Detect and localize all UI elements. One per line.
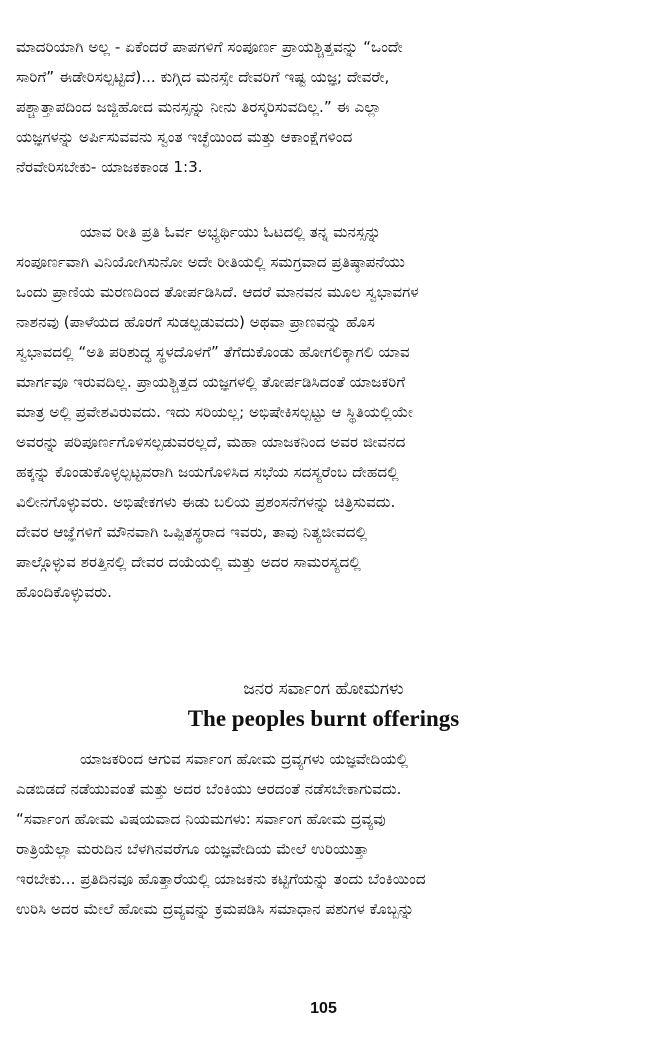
text-line: ಯಾಜಕರಿಂದ ಆಗುವ ಸರ್ವಾಂಗ ಹೋಮ ದ್ರವ್ಯಗಳು ಯಜ್ಞವೇದಿಯಲ್ಲಿ bbox=[80, 750, 409, 768]
text-line: ಪಶ್ಚಾತ್ತಾಪದಿಂದ ಜಜ್ಜಿಹೋದ ಮನಸ್ಸನ್ನು ನೀನು ತಿರಸ್ಕರಿಸುವದಿಲ್ಲ.” ಈ ಎಲ್ಲಾ bbox=[16, 98, 382, 116]
text-line: ಎಡಬಿಡದೆ ನಡೆಯುವಂತೆ ಮತ್ತು ಅದರ ಬೆಂಕಿಯು ಆರದಂತೆ ನಡೆಸಬೇಕಾಗುವದು. bbox=[16, 780, 402, 798]
section-heading-kannada: ಜನರ ಸರ್ವಾಂಗ ಹೋಮಗಳು bbox=[243, 679, 404, 699]
text-line: ಸ್ವಭಾವದಲ್ಲಿ “ಅತಿ ಪರಿಶುದ್ಧ ಸ್ಥಳದೊಳಗೆ” ತೆಗೆದುಕೊಂಡು ಹೋಗಲಿಕ್ಕಾಗಲಿ ಯಾವ bbox=[16, 343, 410, 361]
section-heading-english: The peoples burnt offerings bbox=[187, 706, 460, 731]
text-line: ಸಾರಿಗೆ” ಈಡೇರಿಸಲ್ಪಟ್ಟಿದೆ)... ಕುಗ್ಗಿದ ಮನಸ್ಸೇ ದೇವರಿಗೆ ಇಷ್ಟ ಯಜ್ಞ; ದೇವರೇ, bbox=[16, 68, 390, 86]
paragraph-3 bbox=[16, 744, 636, 924]
text-line: ಸಂಪೂರ್ಣವಾಗಿ ವಿನಿಯೋಗಿಸುನೋ ಅದೇ ರೀತಿಯಲ್ಲಿ ಸಮಗ್ರವಾದ ಪ್ರತಿಷ್ಠಾಪನೆಯು bbox=[16, 253, 405, 271]
text-line: ಮಾರ್ಗವೂ ಇರುವದಿಲ್ಲ. ಪ್ರಾಯಶ್ಚಿತ್ತದ ಯಜ್ಞಗಳಲ್ಲಿ ತೋರ್ಪಡಿಸಿದಂತೆ ಯಾಜಕರಿಗೆ bbox=[16, 373, 406, 391]
page-number: 105 bbox=[310, 1000, 337, 1017]
paragraph-2 bbox=[16, 217, 636, 607]
text-line: ಮಾತ್ರ ಅಲ್ಲಿ ಪ್ರವೇಶವಿರುವದು. ಇದು ಸರಿಯಲ್ಲ; ಅಭಿಷೇಕಿಸಲ್ಪಟ್ಟು ಆ ಸ್ಥಿತಿಯಲ್ಲಿಯೇ bbox=[16, 403, 413, 421]
text-line: ಉರಿಸಿ ಅದರ ಮೇಲೆ ಹೋಮ ದ್ರವ್ಯವನ್ನು ಕ್ರಮಪಡಿಸಿ ಸಮಾಧಾನ ಪಶುಗಳ ಕೊಬ್ಬನ್ನು bbox=[16, 900, 415, 918]
paragraph-1 bbox=[16, 32, 636, 182]
text-line: ನೆರವೇರಿಸಬೇಕು- ಯಾಜಕಕಾಂಡ 1:3. bbox=[16, 158, 203, 176]
text-line: ಯಾವ ರೀತಿ ಪ್ರತಿ ಓರ್ವ ಅಭ್ಯರ್ಥಿಯು ಓಟದಲ್ಲಿ ತನ್ನ ಮನಸ್ಸನ್ನು bbox=[80, 223, 381, 241]
text-line: ಯಜ್ಞಗಳನ್ನು ಅರ್ಪಿಸುವವನು ಸ್ವಂತ ಇಚ್ಛೆಯಿಂದ ಮತ್ತು ಆಕಾಂಕ್ಷೆಗಳಿಂದ bbox=[16, 128, 353, 146]
text-line: ಮಾದರಿಯಾಗಿ ಅಲ್ಲ - ಏಕೆಂದರೆ ಪಾಪಗಳಿಗೆ ಸಂಪೂರ್ಣ ಪ್ರಾಯಶ್ಚಿತ್ತವನ್ನು “ಒಂದೇ bbox=[16, 38, 403, 56]
text-line: “ಸರ್ವಾಂಗ ಹೋಮ ವಿಷಯವಾದ ನಿಯಮಗಳು: ಸರ್ವಾಂಗ ಹೋಮ ದ್ರವ್ಯವು bbox=[16, 810, 386, 828]
text-line: ರಾತ್ರಿಯೆಲ್ಲಾ ಮರುದಿನ ಬೆಳಗಿನವರೆಗೂ ಯಜ್ಞವೇದಿಯ ಮೇಲೆ ಉರಿಯುತ್ತಾ bbox=[16, 840, 369, 858]
text-line: ಅವರನ್ನು ಪರಿಪೂರ್ಣಗೊಳಿಸಲ್ಪಡುವರಲ್ಲದೆ, ಮಹಾ ಯಾಜಕನಿಂದ ಅವರ ಜೀವನದ bbox=[16, 433, 406, 451]
text-line: ನಾಶನವು (ಪಾಳೆಯದ ಹೊರಗೆ ಸುಡಲ್ಪಡುವದು) ಅಥವಾ ಪ್ರಾಣವನ್ನು ಹೊಸ bbox=[16, 313, 375, 331]
text-line: ಇರಬೇಕು... ಪ್ರತಿದಿನವೂ ಹೊತ್ತಾರೆಯಲ್ಲಿ ಯಾಜಕನು ಕಟ್ಟಿಗೆಯನ್ನು ತಂದು ಬೆಂಕಿಯಿಂದ bbox=[16, 870, 426, 888]
text-line: ಹಕ್ಕನ್ನು ಕೊಂಡುಕೊಳ್ಳಲ್ಪಟ್ಟವರಾಗಿ ಜಯಗೊಳಿಸಿದ ಸಭೆಯ ಸದಸ್ಯರೆಂಬ ದೇಹದಲ್ಲಿ bbox=[16, 463, 399, 481]
text-line: ದೇವರ ಆಜ್ಞೆಗಳಿಗೆ ಮೌನವಾಗಿ ಒಪ್ಪಿತಸ್ಥರಾದ ಇವರು, ತಾವು ನಿತ್ಯಜೀವದಲ್ಲಿ bbox=[16, 523, 368, 541]
text-line: ಪಾಲ್ಗೊಳ್ಳುವ ಶರತ್ತಿನಲ್ಲಿ ದೇವರ ದಯೆಯಲ್ಲಿ ಮತ್ತು ಅದರ ಸಾಮರಸ್ಯದಲ್ಲಿ bbox=[16, 553, 361, 571]
text-line: ಹೊಂದಿಕೊಳ್ಳುವರು. bbox=[16, 583, 112, 601]
text-line: ವಿಲೀನಗೊಳ್ಳುವರು. ಅಭಿಷೇಕಗಳು ಈಡು ಬಲಿಯ ಪ್ರಶಂಸನೆಗಳನ್ನು ಚಿತ್ರಿಸುವದು. bbox=[16, 493, 396, 511]
text-line: ಒಂದು ಪ್ರಾಣಿಯ ಮರಣದಿಂದ ತೋರ್ಪಡಿಸಿದೆ. ಆದರೆ ಮಾನವನ ಮೂಲ ಸ್ವಭಾವಗಳ bbox=[16, 283, 419, 301]
